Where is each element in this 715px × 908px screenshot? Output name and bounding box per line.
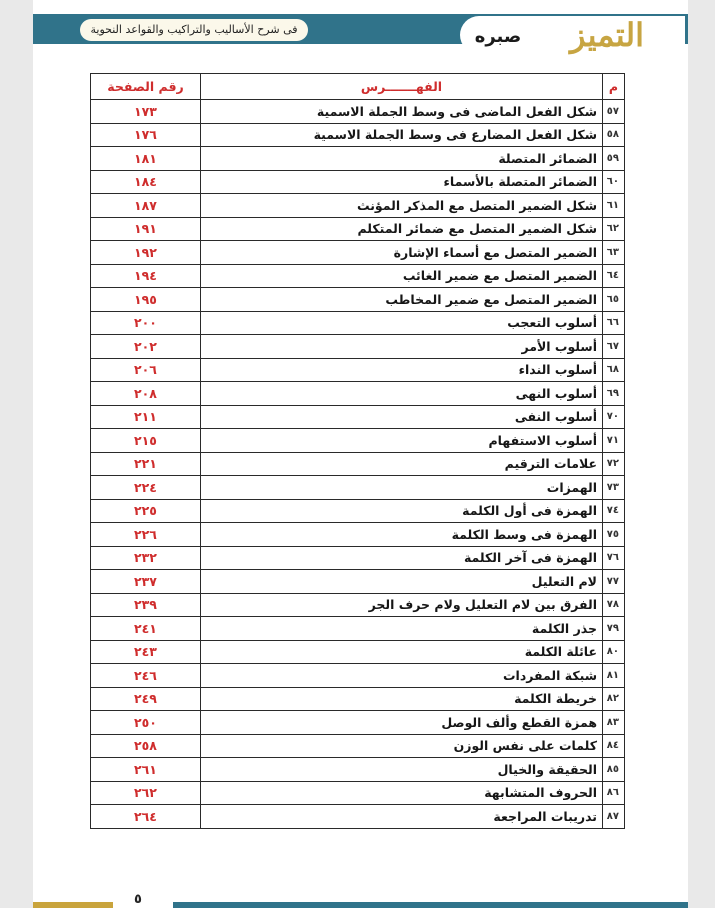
column-header-page: رقم الصفحة [91,74,201,100]
row-number: ٧٣ [603,476,625,500]
row-number: ٧٦ [603,546,625,570]
row-number: ٦٩ [603,382,625,406]
table-body [91,100,625,829]
row-title: الضمير المتصل مع أسماء الإشارة [201,241,603,265]
table-row [91,241,625,265]
table-row [91,593,625,617]
row-title: الهمزة فى آخر الكلمة [201,546,603,570]
row-number: ٧٠ [603,405,625,429]
row-number: ٧٧ [603,570,625,594]
row-page: ٢٢٤ [91,476,201,500]
row-number: ٧٢ [603,452,625,476]
row-page: ٢٠٢ [91,335,201,359]
row-title: الهمزة فى وسط الكلمة [201,523,603,547]
row-number: ٦٦ [603,311,625,335]
row-page: ٢١١ [91,405,201,429]
row-title: أسلوب الاستفهام [201,429,603,453]
row-number: ٦٤ [603,264,625,288]
row-page: ٢٠٨ [91,382,201,406]
row-page: ٢٤٦ [91,664,201,688]
row-page: ٢٦١ [91,758,201,782]
row-page: ١٧٦ [91,123,201,147]
table-row [91,170,625,194]
row-number: ٥٩ [603,147,625,171]
row-title: الضمير المتصل مع ضمير الغائب [201,264,603,288]
table-row [91,758,625,782]
row-title: الضمائر المتصلة بالأسماء [201,170,603,194]
row-number: ٧٩ [603,617,625,641]
row-number: ٨٦ [603,781,625,805]
row-number: ٦٨ [603,358,625,382]
table-row [91,264,625,288]
row-title: شكل الضمير المتصل مع المذكر المؤنث [201,194,603,218]
row-title: خريطة الكلمة [201,687,603,711]
table-row [91,734,625,758]
table-row [91,476,625,500]
row-number: ٧٨ [603,593,625,617]
row-title: شكل الضمير المتصل مع ضمائر المتكلم [201,217,603,241]
table-row [91,805,625,829]
row-title: الحروف المتشابهة [201,781,603,805]
row-title: علامات الترقيم [201,452,603,476]
row-number: ٦٧ [603,335,625,359]
header-subtitle: فى شرح الأساليب والتراكيب والقواعد النحوية [80,19,308,41]
table-row [91,687,625,711]
table-row [91,288,625,312]
table-row [91,147,625,171]
row-page: ٢٤٣ [91,640,201,664]
table-header-row [91,74,625,100]
row-page: ١٨٧ [91,194,201,218]
row-page: ١٩١ [91,217,201,241]
row-number: ٨٣ [603,711,625,735]
row-page: ٢٢٥ [91,499,201,523]
row-title: لام التعليل [201,570,603,594]
row-page: ٢٠٦ [91,358,201,382]
row-number: ٥٨ [603,123,625,147]
row-number: ٨٥ [603,758,625,782]
table-row [91,781,625,805]
table-row [91,194,625,218]
row-page: ٢٢١ [91,452,201,476]
row-title: عائلة الكلمة [201,640,603,664]
row-number: ٦٠ [603,170,625,194]
row-page: ٢٤١ [91,617,201,641]
table-row [91,311,625,335]
row-title: كلمات على نفس الوزن [201,734,603,758]
column-header-title: الفهـــــــرس [201,74,603,100]
row-page: ٢٥٠ [91,711,201,735]
row-page: ٢٦٢ [91,781,201,805]
row-number: ٨٧ [603,805,625,829]
row-number: ٦١ [603,194,625,218]
row-page: ٢٢٦ [91,523,201,547]
row-title: الفرق بين لام التعليل ولام حرف الجر [201,593,603,617]
table-row [91,382,625,406]
table-row [91,711,625,735]
table-row [91,217,625,241]
row-page: ٢٦٤ [91,805,201,829]
row-title: تدريبات المراجعة [201,805,603,829]
column-header-number: م [603,74,625,100]
row-number: ٦٥ [603,288,625,312]
row-title: أسلوب التعجب [201,311,603,335]
table-row [91,664,625,688]
table-row [91,452,625,476]
row-number: ٧١ [603,429,625,453]
row-title: شبكة المفردات [201,664,603,688]
table-row [91,617,625,641]
row-title: همزة القطع وألف الوصل [201,711,603,735]
row-page: ٢١٥ [91,429,201,453]
table-row [91,100,625,124]
row-title: أسلوب النداء [201,358,603,382]
table-row [91,123,625,147]
row-title: شكل الفعل الماضى فى وسط الجملة الاسمية [201,100,603,124]
brand-name: صبره [474,26,522,47]
row-page: ٢٥٨ [91,734,201,758]
row-number: ٨٢ [603,687,625,711]
table-row [91,358,625,382]
row-page: ٢٣٩ [91,593,201,617]
row-page: ١٩٤ [91,264,201,288]
row-title: شكل الفعل المضارع فى وسط الجملة الاسمية [201,123,603,147]
row-number: ٨٠ [603,640,625,664]
row-title: الضمير المتصل مع ضمير المخاطب [201,288,603,312]
table-row [91,570,625,594]
page-number: ٥ [134,892,142,907]
row-page: ٢٠٠ [91,311,201,335]
index-table [90,73,625,829]
row-number: ٨٤ [603,734,625,758]
table-row [91,523,625,547]
table-row [91,546,625,570]
row-title: الضمائر المتصلة [201,147,603,171]
row-number: ٧٥ [603,523,625,547]
row-title: الهمزات [201,476,603,500]
table-row [91,429,625,453]
row-title: جذر الكلمة [201,617,603,641]
brand-logo: التميز [569,16,645,54]
table-row [91,640,625,664]
row-page: ٢٣٢ [91,546,201,570]
row-title: أسلوب الأمر [201,335,603,359]
table-row [91,335,625,359]
row-page: ١٩٢ [91,241,201,265]
table-row [91,499,625,523]
row-number: ٦٢ [603,217,625,241]
row-title: أسلوب النهى [201,382,603,406]
row-number: ٧٤ [603,499,625,523]
row-page: ١٨٤ [91,170,201,194]
row-page: ٢٣٧ [91,570,201,594]
row-page: ١٨١ [91,147,201,171]
row-title: الهمزة فى أول الكلمة [201,499,603,523]
table-row [91,405,625,429]
row-title: الحقيقة والخيال [201,758,603,782]
row-page: ١٧٣ [91,100,201,124]
row-number: ٦٣ [603,241,625,265]
row-number: ٨١ [603,664,625,688]
row-title: أسلوب النفى [201,405,603,429]
row-number: ٥٧ [603,100,625,124]
row-page: ٢٤٩ [91,687,201,711]
row-page: ١٩٥ [91,288,201,312]
